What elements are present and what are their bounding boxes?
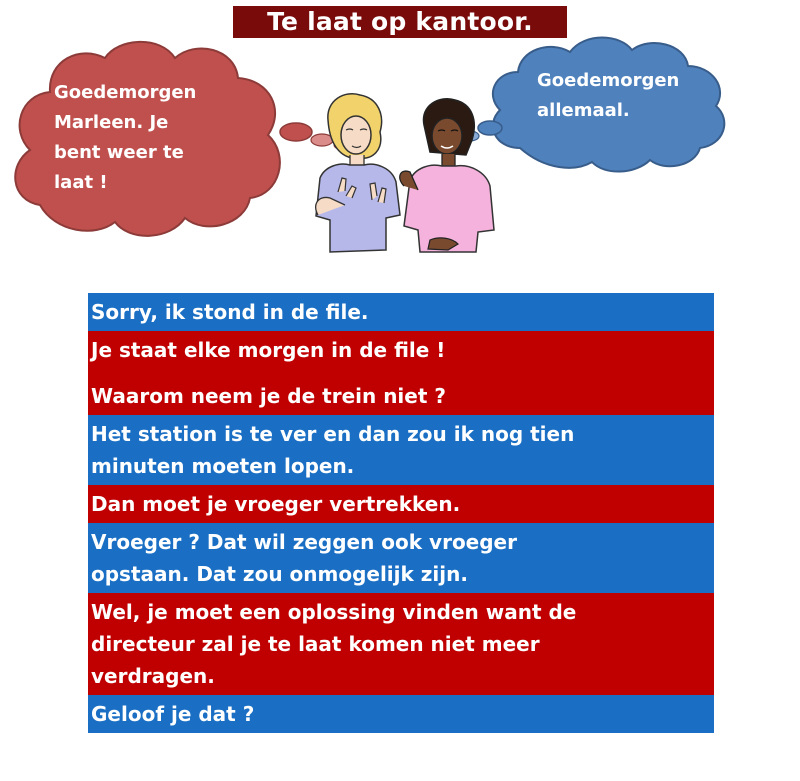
dialog-row: [88, 593, 714, 695]
dialog-line: Vroeger ? Dat wil zeggen ook vroeger: [91, 530, 517, 554]
dialog-line: Je staat elke morgen in de file !: [91, 338, 446, 362]
dialog-line: Sorry, ik stond in de file.: [91, 300, 369, 324]
woman-darkhair-figure: [400, 99, 494, 252]
dialog-line: Waarom neem je de trein niet ?: [91, 384, 446, 408]
right-bubble-text: [537, 66, 679, 126]
dialog-line: verdragen.: [91, 664, 215, 688]
dialog-row: [88, 695, 714, 733]
dialog-row: [88, 331, 714, 415]
dialog-row: [88, 485, 714, 523]
dialog-line: Het station is te ver en dan zou ik nog tien: [91, 422, 575, 446]
dialog-row: [88, 293, 714, 331]
left-bubble-line: Marleen. Je: [54, 112, 169, 133]
dialog-line: directeur zal je te laat komen niet meer: [91, 632, 540, 656]
left-bubble-line: bent weer te: [54, 142, 184, 163]
dialog-line: Geloof je dat ?: [91, 702, 255, 726]
left-bubble-line: Goedemorgen: [54, 82, 197, 103]
left-bubble-line: laat !: [54, 172, 108, 193]
page-title: Te laat op kantoor.: [233, 6, 567, 38]
dialog-row: [88, 415, 714, 485]
right-bubble-line: Goedemorgen: [537, 70, 680, 91]
dialog-table: [88, 293, 714, 733]
dialog-line: Wel, je moet een oplossing vinden want de: [91, 600, 577, 624]
right-bubble-line: allemaal.: [537, 100, 630, 121]
dialog-line: minuten moeten lopen.: [91, 454, 355, 478]
dialog-line: Dan moet je vroeger vertrekken.: [91, 492, 461, 516]
woman-blonde-figure: [316, 94, 400, 252]
dialog-row: [88, 523, 714, 593]
left-bubble-text: [54, 78, 196, 198]
dialog-line: opstaan. Dat zou onmogelijk zijn.: [91, 562, 468, 586]
